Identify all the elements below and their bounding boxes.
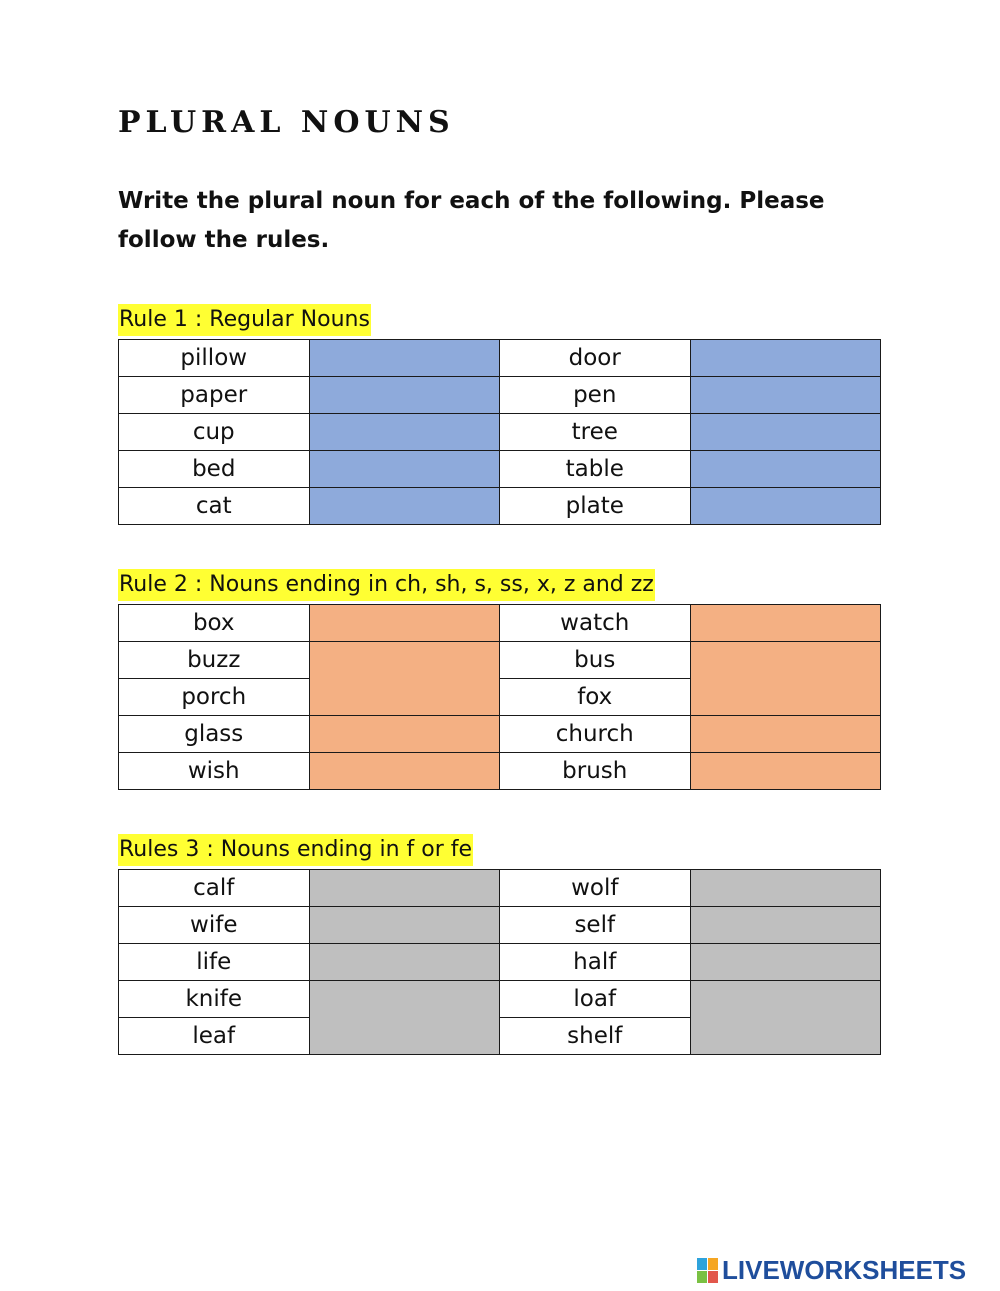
word-cell: glass (119, 716, 310, 753)
table-row (119, 642, 881, 679)
word-cell: fox (500, 679, 691, 716)
answer-input-pen[interactable] (690, 377, 881, 414)
table-row (119, 870, 881, 907)
table-row (119, 605, 881, 642)
word-cell: door (500, 340, 691, 377)
table-row (119, 753, 881, 790)
word-cell: leaf (119, 1018, 310, 1055)
table-row (119, 377, 881, 414)
answer-input-cup[interactable] (309, 414, 500, 451)
word-cell: porch (119, 679, 310, 716)
rule1-heading: Rule 1 : Regular Nouns (118, 304, 371, 336)
word-cell: bed (119, 451, 310, 488)
word-cell: plate (500, 488, 691, 525)
answer-input-self[interactable] (690, 907, 881, 944)
answer-input-bus-fox[interactable] (690, 642, 881, 716)
worksheet-title: PLURAL NOUNS (118, 105, 455, 140)
word-cell: loaf (500, 981, 691, 1018)
answer-input-church[interactable] (690, 716, 881, 753)
answer-input-plate[interactable] (690, 488, 881, 525)
answer-input-paper[interactable] (309, 377, 500, 414)
answer-input-box[interactable] (309, 605, 500, 642)
word-cell: cup (119, 414, 310, 451)
answer-input-glass[interactable] (309, 716, 500, 753)
word-cell: watch (500, 605, 691, 642)
answer-input-pillow[interactable] (309, 340, 500, 377)
answer-input-wolf[interactable] (690, 870, 881, 907)
word-cell: box (119, 605, 310, 642)
word-cell: wife (119, 907, 310, 944)
answer-input-door[interactable] (690, 340, 881, 377)
word-cell: pen (500, 377, 691, 414)
answer-input-life[interactable] (309, 944, 500, 981)
table-row (119, 340, 881, 377)
answer-input-brush[interactable] (690, 753, 881, 790)
word-cell: tree (500, 414, 691, 451)
table-row (119, 944, 881, 981)
table-row (119, 488, 881, 525)
word-cell: calf (119, 870, 310, 907)
word-cell: cat (119, 488, 310, 525)
answer-input-tree[interactable] (690, 414, 881, 451)
word-cell: pillow (119, 340, 310, 377)
word-cell: buzz (119, 642, 310, 679)
answer-input-table[interactable] (690, 451, 881, 488)
liveworksheets-logo-icon (697, 1258, 718, 1283)
word-cell: wolf (500, 870, 691, 907)
table-row (119, 716, 881, 753)
word-cell: wish (119, 753, 310, 790)
table-row (119, 414, 881, 451)
answer-input-calf[interactable] (309, 870, 500, 907)
liveworksheets-brand (697, 1255, 966, 1285)
word-cell: bus (500, 642, 691, 679)
rule3-heading: Rules 3 : Nouns ending in f or fe (118, 834, 473, 866)
instructions-text: Write the plural noun for each of the following. Please follow the rules. (118, 188, 825, 253)
word-cell: church (500, 716, 691, 753)
table-row (119, 981, 881, 1018)
word-cell: self (500, 907, 691, 944)
word-cell: half (500, 944, 691, 981)
table-row (119, 907, 881, 944)
rule2-heading: Rule 2 : Nouns ending in ch, sh, s, ss, x, z and zz (118, 569, 655, 601)
word-cell: shelf (500, 1018, 691, 1055)
table-row (119, 451, 881, 488)
answer-input-knife-leaf[interactable] (309, 981, 500, 1055)
answer-input-bed[interactable] (309, 451, 500, 488)
word-cell: brush (500, 753, 691, 790)
brand-name: LIVEWORKSHEETS (722, 1255, 967, 1285)
word-cell: knife (119, 981, 310, 1018)
answer-input-buzz-porch[interactable] (309, 642, 500, 716)
rule2-table (118, 604, 881, 790)
word-cell: paper (119, 377, 310, 414)
answer-input-wish[interactable] (309, 753, 500, 790)
word-cell: table (500, 451, 691, 488)
answer-input-wife[interactable] (309, 907, 500, 944)
answer-input-loaf-shelf[interactable] (690, 981, 881, 1055)
word-cell: life (119, 944, 310, 981)
answer-input-cat[interactable] (309, 488, 500, 525)
rule3-table (118, 869, 881, 1055)
answer-input-half[interactable] (690, 944, 881, 981)
rule1-table (118, 339, 881, 525)
answer-input-watch[interactable] (690, 605, 881, 642)
